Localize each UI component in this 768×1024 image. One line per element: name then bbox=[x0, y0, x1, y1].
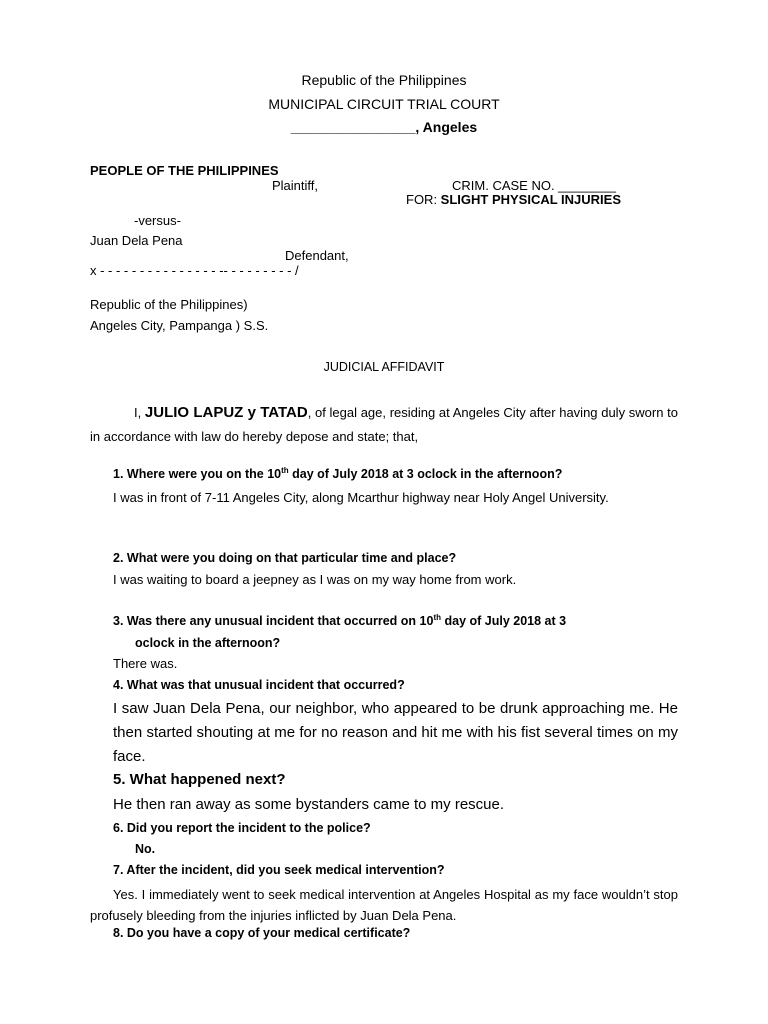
answer-7: Yes. I immediately went to seek medical intervention at Angeles Hospital as my face wouldn’t stop profusely bleeding from the injuries inflicted by Juan Dela Pena. bbox=[90, 887, 678, 923]
affiant-name: JULIO LAPUZ y TATAD bbox=[144, 404, 308, 421]
question-7: 7. After the incident, did you seek medical intervention? bbox=[113, 863, 445, 877]
defendant-role: Defendant, bbox=[285, 248, 349, 263]
answer-4: I saw Juan Dela Pena, our neighbor, who appeared to be drunk approaching me. He then started shouting at me for no reason and hit me with his fist several times on my face. bbox=[113, 700, 678, 765]
answer-6: No. bbox=[135, 842, 156, 856]
offense-name: SLIGHT PHYSICAL INJURIES bbox=[440, 192, 622, 207]
plaintiff-name: PEOPLE OF THE PHILIPPINES bbox=[90, 163, 279, 178]
question-2: 2. What were you doing on that particular time and place? bbox=[113, 551, 457, 565]
caption-separator: x - - - - - - - - - - - - - - - -- - - - - - - - - / bbox=[90, 263, 299, 278]
intro-text: , of legal age, residing at Angeles City after having duly sworn to in accordance with law do hereby depose and state; that, bbox=[90, 405, 678, 444]
plaintiff-role: Plaintiff, bbox=[272, 178, 319, 193]
intro-prefix: I, bbox=[134, 405, 145, 420]
intro-paragraph bbox=[90, 401, 678, 449]
answer-1: I was in front of 7-11 Angeles City, along Mcarthur highway near Holy Angel University. bbox=[113, 490, 609, 505]
case-number: CRIM. CASE NO. ________ bbox=[452, 178, 617, 193]
for-label: FOR: bbox=[406, 192, 441, 207]
question-1: 1. Where were you on the 10th day of July 2018 at 3 oclock in the afternoon? bbox=[113, 465, 563, 481]
venue-city: Angeles City, Pampanga ) S.S. bbox=[90, 318, 269, 333]
question-6: 6. Did you report the incident to the police? bbox=[113, 821, 371, 835]
header-republic: Republic of the Philippines bbox=[301, 72, 467, 88]
case-offense bbox=[406, 192, 621, 207]
versus-label: -versus- bbox=[134, 213, 181, 228]
question-3: 3. Was there any unusual incident that occurred on 10th day of July 2018 at 3 bbox=[113, 612, 567, 628]
header-location: ________________, Angeles bbox=[290, 119, 478, 135]
answer-2: I was waiting to board a jeepney as I was on my way home from work. bbox=[113, 572, 517, 587]
defendant-name: Juan Dela Pena bbox=[90, 233, 183, 248]
answer-5: He then ran away as some bystanders came to my rescue. bbox=[113, 796, 505, 813]
question-8: 8. Do you have a copy of your medical certificate? bbox=[113, 926, 411, 940]
question-4: 4. What was that unusual incident that occurred? bbox=[113, 678, 405, 692]
answer-3: There was. bbox=[113, 656, 178, 671]
header-court: MUNICIPAL CIRCUIT TRIAL COURT bbox=[268, 96, 500, 112]
venue-republic: Republic of the Philippines) bbox=[90, 297, 248, 312]
question-3-continued: oclock in the afternoon? bbox=[135, 636, 281, 650]
question-5: 5. What happened next? bbox=[113, 771, 286, 788]
document-title: JUDICIAL AFFIDAVIT bbox=[323, 360, 445, 374]
